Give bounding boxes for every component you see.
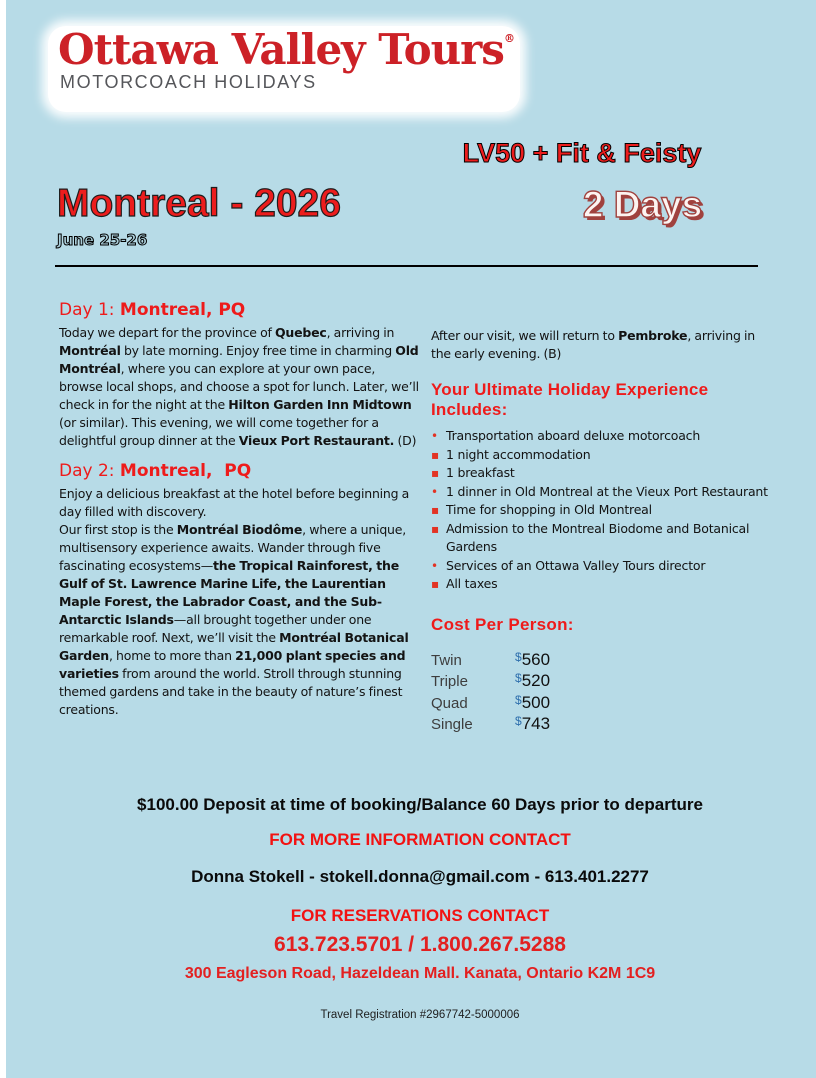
day1-paragraph: Today we depart for the province of Quebec, arriving in Montréal by late morning. Enjoy free time in charming Old Montréal, where you can explore at your own pace, browse local shops, and choose a spot for lunch. Later, we’ll check in for the night at the Hilton Garden Inn Midtown (or similar). This evening, we will come together for a delightful group dinner at the Vieux Port Restaurant. (D): [59, 325, 419, 448]
bullet-icon: •: [431, 429, 438, 443]
reservation-phone-numbers: 613.723.5701 / 1.800.267.5288: [274, 933, 566, 956]
registered-trademark-icon: ®: [503, 32, 515, 45]
includes-list: [431, 427, 771, 594]
day1-heading: Day 1: Montreal, PQ: [59, 300, 246, 320]
list-item: [431, 575, 771, 594]
table-row: [431, 671, 771, 693]
itinerary-column: [59, 300, 421, 719]
cost-label: Triple: [431, 673, 468, 690]
includes-heading: Your Ultimate Holiday Experience Includes:: [431, 380, 709, 419]
cost-amount: 520: [521, 671, 551, 690]
list-item: [431, 464, 771, 483]
cost-table: [431, 650, 771, 736]
day2-paragraph-1: Enjoy a delicious breakfast at the hotel before beginning a day filled with discovery.: [59, 486, 410, 519]
include-text: 1 breakfast: [446, 465, 515, 480]
tour-title: Montreal - 2026: [57, 182, 341, 225]
cost-amount: 743: [521, 714, 551, 733]
cost-amount: 500: [521, 692, 551, 712]
include-text: 1 night accommodation: [446, 446, 591, 462]
travel-registration: Travel Registration #2967742-5000006: [320, 1009, 520, 1021]
dollar-sign: $: [515, 649, 522, 664]
logo-wordmark: [48, 26, 520, 72]
include-text: Transportation aboard deluxe motorcoach: [446, 428, 701, 443]
day2-heading: Day 2: Montreal, PQ: [59, 461, 252, 481]
details-column: [431, 327, 771, 736]
dollar-sign: $: [515, 692, 522, 707]
info-contact-line: Donna Stokell - stokell.donna@gmail.com - 613.401.2277: [191, 867, 649, 886]
office-address: 300 Eagleson Road, Hazeldean Mall. Kanata, Ontario K2M 1C9: [184, 965, 656, 982]
bullet-icon: •: [431, 558, 438, 573]
tour-duration: 2 Days: [582, 184, 703, 225]
bullet-icon: •: [431, 484, 438, 499]
list-item: [431, 520, 771, 557]
table-row: [431, 714, 771, 736]
bullet-icon: ▪: [431, 577, 439, 591]
dollar-sign: $: [515, 714, 522, 728]
cost-label: Single: [431, 716, 473, 733]
company-logo: [48, 26, 520, 112]
footer: [30, 795, 810, 1021]
tour-dates: June 25-26: [57, 231, 148, 249]
page-left-edge: [0, 0, 6, 1078]
table-row: [431, 650, 771, 672]
dollar-sign: $: [515, 671, 522, 685]
cost-heading: Cost Per Person:: [431, 614, 574, 634]
table-row: [431, 693, 771, 715]
include-text: Time for shopping in Old Montreal: [446, 502, 652, 517]
header-divider: [55, 265, 758, 267]
list-item: [431, 427, 771, 446]
logo-subtitle: MOTORCOACH HOLIDAYS: [60, 72, 317, 93]
logo-title-text: Ottawa Valley Tours: [58, 25, 504, 74]
include-text: All taxes: [446, 576, 498, 591]
list-item: [431, 446, 771, 465]
cost-label: Twin: [431, 651, 462, 669]
return-note: After our visit, we will return to Pembroke, arriving in the early evening. (B): [431, 328, 755, 361]
cost-label: Quad: [431, 694, 468, 712]
list-item: [431, 483, 771, 502]
info-contact-heading: FOR MORE INFORMATION CONTACT: [269, 830, 571, 849]
list-item: [431, 557, 771, 576]
group-badge: LV50 + Fit & Feisty: [462, 138, 702, 168]
day2-block: [59, 461, 421, 719]
include-text: 1 dinner in Old Montreal at the Vieux Port Restaurant: [446, 483, 768, 499]
cost-amount: 560: [521, 649, 551, 669]
include-text: Services of an Ottawa Valley Tours director: [446, 557, 706, 573]
bullet-icon: ▪: [431, 503, 439, 517]
bullet-icon: ▪: [431, 447, 439, 462]
list-item: [431, 501, 771, 520]
deposit-note: $100.00 Deposit at time of booking/Balance 60 Days prior to departure: [137, 795, 703, 814]
bullet-icon: ▪: [431, 521, 439, 536]
day2-paragraph-2: Our first stop is the Montréal Biodôme, where a unique, multisensory experience awaits. Wander through five fascinating ecosystems—the Tropical Rainforest, the Gulf of St. Lawrence Marine Life, the Laurentian Maple Forest, the Labrador Coast, and the Sub-Antarctic Islands—all brought together under one remarkable roof. Next, we’ll visit the Montréal Botanical Garden, home to more than 21,000 plant species and varieties from around the world. Stroll through stunning themed gardens and take in the beauty of nature’s finest creations.: [59, 522, 409, 717]
include-text: Admission to the Montreal Biodome and Botanical Gardens: [446, 520, 750, 554]
bullet-icon: ▪: [431, 466, 439, 480]
day1-block: [59, 300, 421, 450]
reservations-heading: FOR RESERVATIONS CONTACT: [290, 906, 550, 925]
